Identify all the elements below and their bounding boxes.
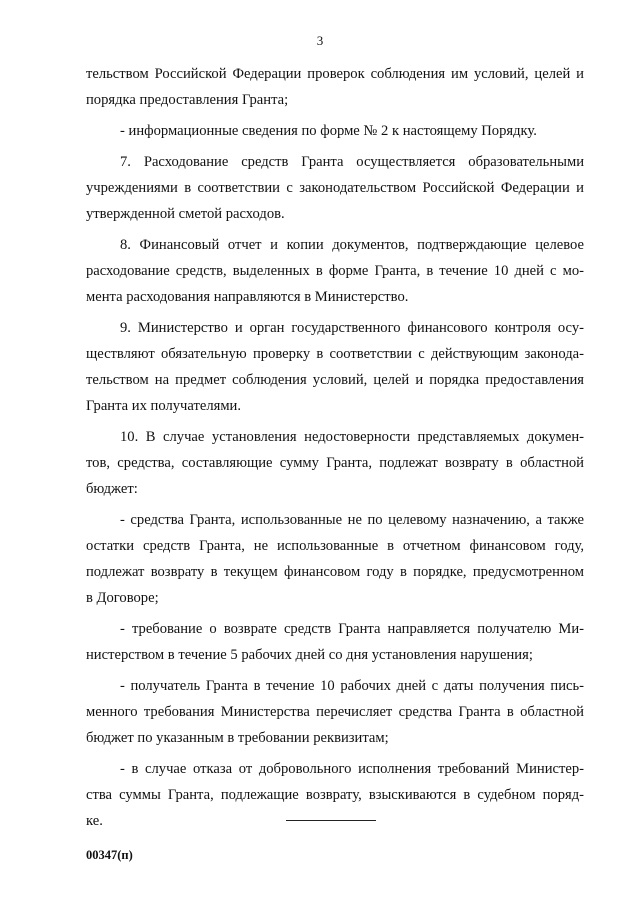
text-line: ществляют обязательную проверку в соответствии с действующим законода- — [86, 346, 584, 362]
text-line: тельством на предмет соблюдения условий, целей и порядка предоставления — [86, 372, 584, 388]
text-line: учреждениями в соответствии с законодательством Российской Федерации и — [86, 180, 584, 196]
text-line: ке. — [86, 813, 103, 829]
text-line: - в случае отказа от добровольного исполнения требований Министер- — [120, 761, 584, 777]
paragraph-7 — [86, 149, 584, 227]
text-line: 10. В случае установления недостоверности представляемых докумен- — [120, 429, 584, 445]
paragraph-continuation — [86, 61, 584, 113]
text-line: менного требования Министерства перечисляет средства Гранта в областной — [86, 704, 584, 720]
document-code: 00347(п) — [86, 848, 133, 862]
paragraph-10 — [86, 424, 584, 502]
text-line: подлежат возврату в текущем финансовом году в порядке, предусмотренном — [86, 564, 584, 580]
text-line: в Договоре; — [86, 590, 159, 606]
text-line: порядка предоставления Гранта; — [86, 92, 289, 108]
paragraph-court-recovery — [86, 756, 584, 834]
paragraph-return-request — [86, 616, 584, 668]
paragraph-recipient-transfer — [86, 673, 584, 751]
text-line: - получатель Гранта в течение 10 рабочих дней с даты получения пись- — [120, 678, 584, 694]
paragraph-form-2-item — [86, 118, 584, 144]
text-line: бюджет по указанным в требовании реквизитам; — [86, 730, 389, 746]
text-line: бюджет: — [86, 481, 138, 497]
text-line: Гранта их получателями. — [86, 398, 242, 414]
text-line: 7. Расходование средств Гранта осуществляется образовательными — [120, 154, 584, 170]
paragraph-misuse-return — [86, 507, 584, 611]
document-body — [86, 61, 584, 839]
text-line: расходование средств, выделенных в форме Гранта, в течение 10 дней с мо- — [86, 263, 584, 279]
text-line: тельством Российской Федерации проверок соблюдения им условий, целей и — [86, 66, 584, 82]
paragraph-9 — [86, 315, 584, 419]
text-line: остатки средств Гранта, не использованные в отчетном финансовом году, — [86, 538, 584, 554]
text-line: - требование о возврате средств Гранта направляется получателю Ми- — [120, 621, 584, 637]
text-line: нистерством в течение 5 рабочих дней со дня установления нарушения; — [86, 647, 533, 663]
text-line: мента расходования направляются в Министерство. — [86, 289, 409, 305]
page-number: 3 — [316, 33, 324, 48]
text-line: - информационные сведения по форме № 2 к настоящему Порядку. — [120, 123, 537, 139]
text-line: ства суммы Гранта, подлежащие возврату, взыскиваются в судебном поряд- — [86, 787, 584, 803]
end-divider — [286, 820, 376, 821]
text-line: утвержденной сметой расходов. — [86, 206, 285, 222]
paragraph-8 — [86, 232, 584, 310]
text-line: - средства Гранта, использованные не по целевому назначению, а также — [120, 512, 584, 528]
text-line: 9. Министерство и орган государственного финансового контроля осу- — [120, 320, 584, 336]
text-line: тов, средства, составляющие сумму Гранта, подлежат возврату в областной — [86, 455, 584, 471]
text-line: 8. Финансовый отчет и копии документов, подтверждающие целевое — [120, 237, 584, 253]
